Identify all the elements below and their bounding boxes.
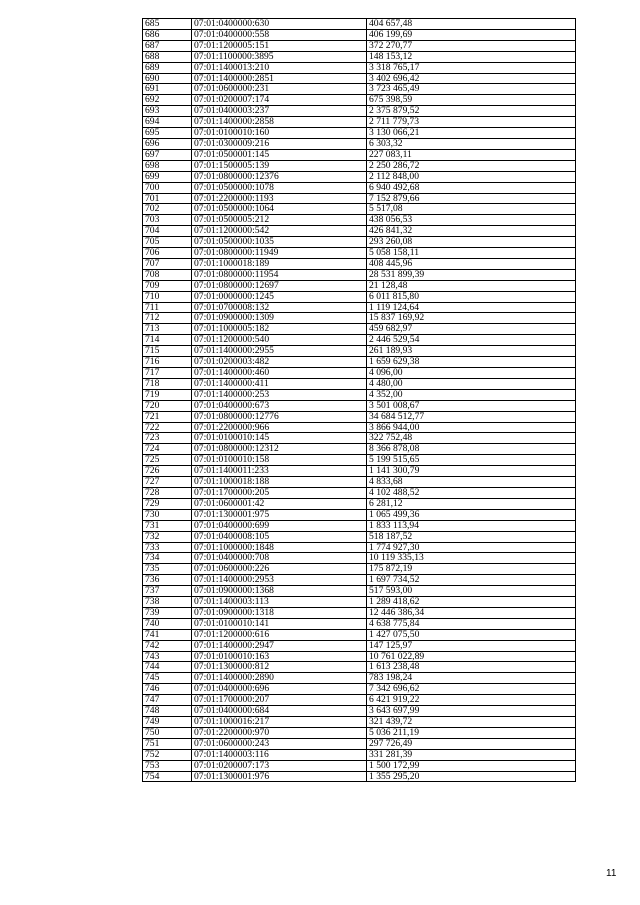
cadastral-value-cell: 293 260,08 xyxy=(367,237,576,248)
table-row xyxy=(143,73,576,84)
row-number-cell: 705 xyxy=(143,237,192,248)
cadastral-value-cell: 1 659 629,38 xyxy=(367,357,576,368)
row-number-cell: 751 xyxy=(143,738,192,749)
cadastral-value-cell: 28 531 899,39 xyxy=(367,269,576,280)
cadastral-number-cell: 07:01:0400000:673 xyxy=(192,400,367,411)
cadastral-value-cell: 322 752,48 xyxy=(367,433,576,444)
row-number-cell: 736 xyxy=(143,575,192,586)
cadastral-value-cell: 1 500 172,99 xyxy=(367,760,576,771)
cadastral-number-cell: 07:01:1400000:411 xyxy=(192,378,367,389)
cadastral-number-cell: 07:01:2200000:966 xyxy=(192,422,367,433)
cadastral-value-cell: 3 318 765,17 xyxy=(367,62,576,73)
cadastral-value-cell: 4 480,00 xyxy=(367,378,576,389)
table-row xyxy=(143,269,576,280)
cadastral-value-cell: 1 833 113,94 xyxy=(367,520,576,531)
table-row xyxy=(143,575,576,586)
cadastral-number-cell: 07:01:0400000:696 xyxy=(192,684,367,695)
table-row xyxy=(143,509,576,520)
table-row xyxy=(143,553,576,564)
cadastral-value-cell: 3 130 066,21 xyxy=(367,128,576,139)
cadastral-number-cell: 07:01:0900000:1309 xyxy=(192,313,367,324)
cadastral-value-cell: 6 303,32 xyxy=(367,138,576,149)
cadastral-number-cell: 07:01:1400000:2953 xyxy=(192,575,367,586)
cadastral-number-cell: 07:01:1400013:210 xyxy=(192,62,367,73)
table-row xyxy=(143,466,576,477)
table-row xyxy=(143,248,576,259)
table-row xyxy=(143,498,576,509)
cadastral-value-cell: 2 112 848,00 xyxy=(367,171,576,182)
cadastral-number-cell: 07:01:1400003:113 xyxy=(192,597,367,608)
table-row xyxy=(143,335,576,346)
cadastral-number-cell: 07:01:0200003:482 xyxy=(192,357,367,368)
cadastral-number-cell: 07:01:0800000:11949 xyxy=(192,248,367,259)
table-row xyxy=(143,673,576,684)
cadastral-number-cell: 07:01:0900000:1318 xyxy=(192,607,367,618)
row-number-cell: 703 xyxy=(143,215,192,226)
table-row xyxy=(143,313,576,324)
cadastral-number-cell: 07:01:0800000:12697 xyxy=(192,280,367,291)
table-row xyxy=(143,19,576,30)
row-number-cell: 732 xyxy=(143,531,192,542)
row-number-cell: 740 xyxy=(143,618,192,629)
cadastral-number-cell: 07:01:0100010:163 xyxy=(192,651,367,662)
page-number: 11 xyxy=(606,868,617,879)
cadastral-number-cell: 07:01:1400000:2858 xyxy=(192,117,367,128)
table-row xyxy=(143,564,576,575)
cadastral-value-cell: 10 119 335,13 xyxy=(367,553,576,564)
row-number-cell: 730 xyxy=(143,509,192,520)
cadastral-value-cell: 4 102 488,52 xyxy=(367,487,576,498)
cadastral-number-cell: 07:01:0500000:1064 xyxy=(192,204,367,215)
cadastral-number-cell: 07:01:1400000:2947 xyxy=(192,640,367,651)
row-number-cell: 693 xyxy=(143,106,192,117)
table-row xyxy=(143,586,576,597)
row-number-cell: 713 xyxy=(143,324,192,335)
cadastral-value-cell: 5 199 515,65 xyxy=(367,455,576,466)
table-row xyxy=(143,618,576,629)
row-number-cell: 708 xyxy=(143,269,192,280)
cadastral-value-cell: 6 940 492,68 xyxy=(367,182,576,193)
row-number-cell: 733 xyxy=(143,542,192,553)
row-number-cell: 704 xyxy=(143,226,192,237)
table-row xyxy=(143,411,576,422)
row-number-cell: 723 xyxy=(143,433,192,444)
cadastral-number-cell: 07:01:0400000:708 xyxy=(192,553,367,564)
cadastral-number-cell: 07:01:0100010:160 xyxy=(192,128,367,139)
row-number-cell: 688 xyxy=(143,51,192,62)
table-row xyxy=(143,291,576,302)
table-row xyxy=(143,84,576,95)
cadastral-number-cell: 07:01:0400003:237 xyxy=(192,106,367,117)
cadastral-value-cell: 3 866 944,00 xyxy=(367,422,576,433)
table-row xyxy=(143,771,576,782)
cadastral-value-cell: 321 439,72 xyxy=(367,717,576,728)
table-row xyxy=(143,597,576,608)
cadastral-value-cell: 2 711 779,73 xyxy=(367,117,576,128)
table-row xyxy=(143,542,576,553)
cadastral-value-cell: 2 250 286,72 xyxy=(367,160,576,171)
cadastral-value-cell: 15 837 169,92 xyxy=(367,313,576,324)
table-row xyxy=(143,95,576,106)
cadastral-number-cell: 07:01:1300001:975 xyxy=(192,509,367,520)
cadastral-number-cell: 07:01:0500001:145 xyxy=(192,149,367,160)
cadastral-value-cell: 4 096,00 xyxy=(367,368,576,379)
cadastral-value-cell: 148 153,12 xyxy=(367,51,576,62)
cadastral-value-cell: 3 402 696,42 xyxy=(367,73,576,84)
cadastral-number-cell: 07:01:1300001:976 xyxy=(192,771,367,782)
cadastral-number-cell: 07:01:2200000:1193 xyxy=(192,193,367,204)
cadastral-value-cell: 21 128,48 xyxy=(367,280,576,291)
cadastral-value-cell: 675 398,59 xyxy=(367,95,576,106)
row-number-cell: 722 xyxy=(143,422,192,433)
table-row xyxy=(143,422,576,433)
cadastral-number-cell: 07:01:1400000:253 xyxy=(192,389,367,400)
cadastral-value-cell: 175 872,19 xyxy=(367,564,576,575)
row-number-cell: 694 xyxy=(143,117,192,128)
row-number-cell: 728 xyxy=(143,487,192,498)
cadastral-value-cell: 406 199,69 xyxy=(367,29,576,40)
row-number-cell: 691 xyxy=(143,84,192,95)
cadastral-number-cell: 07:01:1000000:1848 xyxy=(192,542,367,553)
row-number-cell: 738 xyxy=(143,597,192,608)
cadastral-number-cell: 07:01:1200000:616 xyxy=(192,629,367,640)
row-number-cell: 745 xyxy=(143,673,192,684)
table-row xyxy=(143,357,576,368)
table-row xyxy=(143,727,576,738)
cadastral-value-cell: 6 011 815,80 xyxy=(367,291,576,302)
table-row xyxy=(143,477,576,488)
row-number-cell: 715 xyxy=(143,346,192,357)
row-number-cell: 687 xyxy=(143,40,192,51)
cadastral-number-cell: 07:01:0600000:226 xyxy=(192,564,367,575)
cadastral-value-cell: 5 058 158,11 xyxy=(367,248,576,259)
cadastral-number-cell: 07:01:0400000:684 xyxy=(192,706,367,717)
row-number-cell: 698 xyxy=(143,160,192,171)
cadastral-number-cell: 07:01:1000018:188 xyxy=(192,477,367,488)
cadastral-value-cell: 1 697 734,52 xyxy=(367,575,576,586)
row-number-cell: 702 xyxy=(143,204,192,215)
cadastral-value-cell: 1 774 927,30 xyxy=(367,542,576,553)
table-row xyxy=(143,149,576,160)
cadastral-number-cell: 07:01:1700000:205 xyxy=(192,487,367,498)
cadastral-number-cell: 07:01:0800000:12312 xyxy=(192,444,367,455)
row-number-cell: 743 xyxy=(143,651,192,662)
cadastral-number-cell: 07:01:0600001:42 xyxy=(192,498,367,509)
cadastral-number-cell: 07:01:1200005:151 xyxy=(192,40,367,51)
cadastral-number-cell: 07:01:0500000:1035 xyxy=(192,237,367,248)
cadastral-value-cell: 4 352,00 xyxy=(367,389,576,400)
cadastral-number-cell: 07:01:1400000:460 xyxy=(192,368,367,379)
table-row xyxy=(143,640,576,651)
row-number-cell: 720 xyxy=(143,400,192,411)
cadastral-number-cell: 07:01:0700008:132 xyxy=(192,302,367,313)
row-number-cell: 747 xyxy=(143,695,192,706)
cadastral-number-cell: 07:01:1300000:812 xyxy=(192,662,367,673)
cadastral-number-cell: 07:01:1000016:217 xyxy=(192,717,367,728)
cadastral-number-cell: 07:01:0200007:173 xyxy=(192,760,367,771)
cadastral-number-cell: 07:01:0800000:12776 xyxy=(192,411,367,422)
table-row xyxy=(143,29,576,40)
cadastral-value-cell: 12 446 386,34 xyxy=(367,607,576,618)
row-number-cell: 689 xyxy=(143,62,192,73)
cadastral-value-cell: 6 281,12 xyxy=(367,498,576,509)
row-number-cell: 734 xyxy=(143,553,192,564)
table-row xyxy=(143,324,576,335)
table-row xyxy=(143,389,576,400)
cadastral-value-cell: 2 375 879,52 xyxy=(367,106,576,117)
table-row xyxy=(143,662,576,673)
cadastral-value-cell: 1 119 124,64 xyxy=(367,302,576,313)
cadastral-value-cell: 1 613 238,48 xyxy=(367,662,576,673)
cadastral-value-cell: 8 366 878,08 xyxy=(367,444,576,455)
table-row xyxy=(143,444,576,455)
row-number-cell: 699 xyxy=(143,171,192,182)
row-number-cell: 719 xyxy=(143,389,192,400)
cadastral-number-cell: 07:01:0600000:243 xyxy=(192,738,367,749)
cadastral-number-cell: 07:01:0400000:699 xyxy=(192,520,367,531)
table-row xyxy=(143,455,576,466)
table-row xyxy=(143,738,576,749)
table-row xyxy=(143,193,576,204)
row-number-cell: 686 xyxy=(143,29,192,40)
table-row xyxy=(143,695,576,706)
row-number-cell: 707 xyxy=(143,258,192,269)
cadastral-number-cell: 07:01:1000018:189 xyxy=(192,258,367,269)
row-number-cell: 729 xyxy=(143,498,192,509)
cadastral-number-cell: 07:01:0800000:12376 xyxy=(192,171,367,182)
table-row xyxy=(143,760,576,771)
cadastral-value-cell: 227 083,11 xyxy=(367,149,576,160)
row-number-cell: 721 xyxy=(143,411,192,422)
table-row xyxy=(143,138,576,149)
table-row xyxy=(143,117,576,128)
cadastral-number-cell: 07:01:1100000:3895 xyxy=(192,51,367,62)
row-number-cell: 753 xyxy=(143,760,192,771)
row-number-cell: 741 xyxy=(143,629,192,640)
cadastral-value-cell: 297 726,49 xyxy=(367,738,576,749)
cadastral-number-cell: 07:01:1200000:542 xyxy=(192,226,367,237)
row-number-cell: 690 xyxy=(143,73,192,84)
cadastral-value-cell: 1 141 300,79 xyxy=(367,466,576,477)
row-number-cell: 712 xyxy=(143,313,192,324)
table-row xyxy=(143,280,576,291)
cadastral-value-cell: 438 056,53 xyxy=(367,215,576,226)
cadastral-value-cell: 4 833,68 xyxy=(367,477,576,488)
cadastral-number-cell: 07:01:0400000:630 xyxy=(192,19,367,30)
cadastral-value-cell: 261 189,93 xyxy=(367,346,576,357)
cadastral-number-cell: 07:01:1400000:2890 xyxy=(192,673,367,684)
cadastral-value-cell: 3 643 697,99 xyxy=(367,706,576,717)
cadastral-value-cell: 517 593,00 xyxy=(367,586,576,597)
table-row xyxy=(143,629,576,640)
cadastral-number-cell: 07:01:0500005:212 xyxy=(192,215,367,226)
table-row xyxy=(143,302,576,313)
table-row xyxy=(143,128,576,139)
cadastral-number-cell: 07:01:0600000:231 xyxy=(192,84,367,95)
table-row xyxy=(143,51,576,62)
row-number-cell: 717 xyxy=(143,368,192,379)
table-body xyxy=(143,19,576,782)
row-number-cell: 718 xyxy=(143,378,192,389)
row-number-cell: 750 xyxy=(143,727,192,738)
cadastral-number-cell: 07:01:1200000:540 xyxy=(192,335,367,346)
cadastral-number-cell: 07:01:0200007:174 xyxy=(192,95,367,106)
row-number-cell: 737 xyxy=(143,586,192,597)
cadastral-number-cell: 07:01:1400003:116 xyxy=(192,749,367,760)
cadastral-value-cell: 783 198,24 xyxy=(367,673,576,684)
table-row xyxy=(143,684,576,695)
table-row xyxy=(143,237,576,248)
table-row xyxy=(143,182,576,193)
row-number-cell: 727 xyxy=(143,477,192,488)
cadastral-value-cell: 5 036 211,19 xyxy=(367,727,576,738)
table-row xyxy=(143,378,576,389)
cadastral-value-cell: 4 638 775,84 xyxy=(367,618,576,629)
table-row xyxy=(143,651,576,662)
cadastral-value-cell: 7 342 696,62 xyxy=(367,684,576,695)
cadastral-value-table xyxy=(142,18,576,782)
cadastral-value-cell: 34 684 512,77 xyxy=(367,411,576,422)
cadastral-number-cell: 07:01:0100010:145 xyxy=(192,433,367,444)
cadastral-number-cell: 07:01:0500000:1078 xyxy=(192,182,367,193)
table-row xyxy=(143,40,576,51)
cadastral-value-cell: 1 427 075,50 xyxy=(367,629,576,640)
table-row xyxy=(143,171,576,182)
table-row xyxy=(143,346,576,357)
row-number-cell: 726 xyxy=(143,466,192,477)
row-number-cell: 739 xyxy=(143,607,192,618)
cadastral-number-cell: 07:01:1400000:2851 xyxy=(192,73,367,84)
table-row xyxy=(143,531,576,542)
table-row xyxy=(143,706,576,717)
cadastral-value-cell: 404 657,48 xyxy=(367,19,576,30)
table-row xyxy=(143,400,576,411)
table-row xyxy=(143,368,576,379)
table-row xyxy=(143,607,576,618)
cadastral-value-cell: 408 445,96 xyxy=(367,258,576,269)
cadastral-number-cell: 07:01:0800000:11954 xyxy=(192,269,367,280)
cadastral-number-cell: 07:01:1500005:139 xyxy=(192,160,367,171)
row-number-cell: 709 xyxy=(143,280,192,291)
cadastral-value-cell: 426 841,32 xyxy=(367,226,576,237)
row-number-cell: 735 xyxy=(143,564,192,575)
cadastral-value-cell: 2 446 529,54 xyxy=(367,335,576,346)
row-number-cell: 692 xyxy=(143,95,192,106)
row-number-cell: 685 xyxy=(143,19,192,30)
cadastral-number-cell: 07:01:1000005:182 xyxy=(192,324,367,335)
row-number-cell: 710 xyxy=(143,291,192,302)
cadastral-number-cell: 07:01:0300009:216 xyxy=(192,138,367,149)
table-row xyxy=(143,62,576,73)
row-number-cell: 725 xyxy=(143,455,192,466)
cadastral-number-cell: 07:01:1400011:233 xyxy=(192,466,367,477)
cadastral-number-cell: 07:01:1400000:2955 xyxy=(192,346,367,357)
cadastral-value-cell: 5 517,08 xyxy=(367,204,576,215)
row-number-cell: 714 xyxy=(143,335,192,346)
cadastral-value-cell: 1 289 418,62 xyxy=(367,597,576,608)
row-number-cell: 742 xyxy=(143,640,192,651)
cadastral-value-cell: 7 152 879,66 xyxy=(367,193,576,204)
cadastral-number-cell: 07:01:0900000:1368 xyxy=(192,586,367,597)
cadastral-number-cell: 07:01:0400000:558 xyxy=(192,29,367,40)
cadastral-number-cell: 07:01:0100010:141 xyxy=(192,618,367,629)
row-number-cell: 752 xyxy=(143,749,192,760)
table-row xyxy=(143,258,576,269)
table-row xyxy=(143,106,576,117)
row-number-cell: 695 xyxy=(143,128,192,139)
cadastral-value-cell: 331 281,39 xyxy=(367,749,576,760)
table-row xyxy=(143,204,576,215)
cadastral-number-cell: 07:01:1700000:207 xyxy=(192,695,367,706)
table-row xyxy=(143,215,576,226)
cadastral-number-cell: 07:01:0400008:105 xyxy=(192,531,367,542)
cadastral-value-cell: 1 065 499,36 xyxy=(367,509,576,520)
row-number-cell: 746 xyxy=(143,684,192,695)
cadastral-value-cell: 372 270,77 xyxy=(367,40,576,51)
table-row xyxy=(143,749,576,760)
table-row xyxy=(143,520,576,531)
row-number-cell: 711 xyxy=(143,302,192,313)
row-number-cell: 731 xyxy=(143,520,192,531)
table-row xyxy=(143,717,576,728)
row-number-cell: 749 xyxy=(143,717,192,728)
row-number-cell: 696 xyxy=(143,138,192,149)
row-number-cell: 754 xyxy=(143,771,192,782)
table-row xyxy=(143,226,576,237)
cadastral-value-cell: 6 421 919,22 xyxy=(367,695,576,706)
cadastral-number-cell: 07:01:0100010:158 xyxy=(192,455,367,466)
row-number-cell: 748 xyxy=(143,706,192,717)
cadastral-value-cell: 147 125,97 xyxy=(367,640,576,651)
row-number-cell: 724 xyxy=(143,444,192,455)
table-row xyxy=(143,433,576,444)
cadastral-value-cell: 1 355 295,20 xyxy=(367,771,576,782)
cadastral-value-cell: 10 761 022,89 xyxy=(367,651,576,662)
cadastral-value-cell: 3 723 465,49 xyxy=(367,84,576,95)
cadastral-value-cell: 459 682,97 xyxy=(367,324,576,335)
cadastral-number-cell: 07:01:2200000:970 xyxy=(192,727,367,738)
row-number-cell: 700 xyxy=(143,182,192,193)
row-number-cell: 744 xyxy=(143,662,192,673)
row-number-cell: 697 xyxy=(143,149,192,160)
row-number-cell: 716 xyxy=(143,357,192,368)
table-row xyxy=(143,487,576,498)
table-row xyxy=(143,160,576,171)
row-number-cell: 701 xyxy=(143,193,192,204)
cadastral-value-cell: 518 187,52 xyxy=(367,531,576,542)
cadastral-value-cell: 3 501 008,67 xyxy=(367,400,576,411)
row-number-cell: 706 xyxy=(143,248,192,259)
cadastral-number-cell: 07:01:0000000:1245 xyxy=(192,291,367,302)
